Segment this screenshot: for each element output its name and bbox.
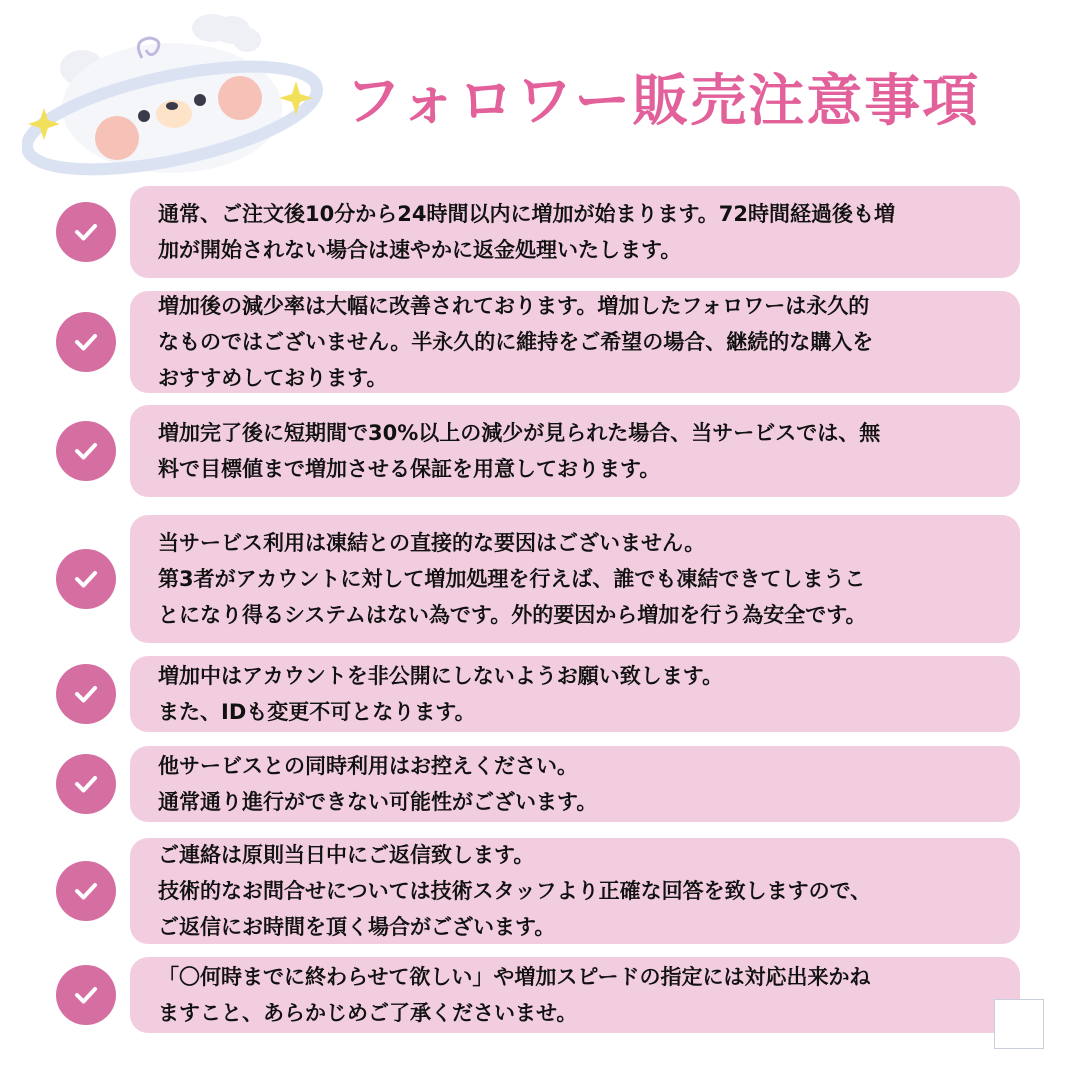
check-icon [56, 549, 116, 609]
check-icon [56, 664, 116, 724]
notice-text-line: 増加後の減少率は大幅に改善されております。増加したフォロワーは永久的 [158, 294, 870, 318]
notice-text-line: 当サービス利用は凍結との直接的な要因はございません。 [158, 531, 706, 555]
notice-text-line: 「〇何時までに終わらせて欲しい」や増加スピードの指定には対応出来かね [158, 965, 871, 989]
notice-text-line: 通常、ご注文後10分から24時間以内に増加が始まります。72時間経過後も増 [158, 202, 895, 226]
notice-text-line: なものではございません。半永久的に維持をご希望の場合、継続的な購入を [158, 330, 874, 354]
check-icon [56, 312, 116, 372]
notice-text-line: また、IDも変更不可となります。 [158, 700, 476, 724]
notice-text-line: おすすめしております。 [158, 366, 388, 390]
corner-box [994, 999, 1044, 1049]
notice-item [130, 186, 1020, 278]
notice-item [130, 957, 1020, 1033]
notice-text-line: ますこと、あらかじめご了承くださいませ。 [158, 1001, 578, 1025]
check-icon [56, 754, 116, 814]
notice-text-line: とになり得るシステムはない為です。外的要因から増加を行う為安全です。 [158, 603, 867, 627]
check-icon [56, 965, 116, 1025]
notice-text-line: 増加完了後に短期間で30%以上の減少が見られた場合、当サービスでは、無 [158, 421, 881, 445]
notice-item [130, 515, 1020, 643]
notice-text-line: ご返信にお時間を頂く場合がございます。 [158, 915, 556, 939]
notice-text-line: 技術的なお問合せについては技術スタッフより正確な回答を致しますので、 [158, 879, 872, 903]
check-icon [56, 861, 116, 921]
notice-item [130, 838, 1020, 944]
notice-text-line: 料で目標値まで増加させる保証を用意しております。 [158, 457, 661, 481]
notice-item [130, 405, 1020, 497]
notice-item [130, 656, 1020, 732]
cheek-icon [95, 116, 139, 160]
check-icon [56, 202, 116, 262]
notice-text-line: 加が開始されない場合は速やかに返金処理いたします。 [158, 238, 682, 262]
page-title: フォロワー販売注意事項 [345, 69, 981, 134]
notice-text-line: 通常通り進行ができない可能性がございます。 [158, 790, 598, 814]
notice-text-line: 他サービスとの同時利用はお控えください。 [158, 754, 578, 778]
notice-text-line: 第3者がアカウントに対して増加処理を行えば、誰でも凍結できてしまうこ [158, 567, 866, 591]
check-icon [56, 421, 116, 481]
notice-text-line: 増加中はアカウントを非公開にしないようお願い致します。 [158, 664, 724, 688]
bear-mascot-illustration [22, 8, 332, 188]
notice-text-line: ご連絡は原則当日中にご返信致します。 [158, 843, 535, 867]
notice-item [130, 291, 1020, 393]
notice-item [130, 746, 1020, 822]
